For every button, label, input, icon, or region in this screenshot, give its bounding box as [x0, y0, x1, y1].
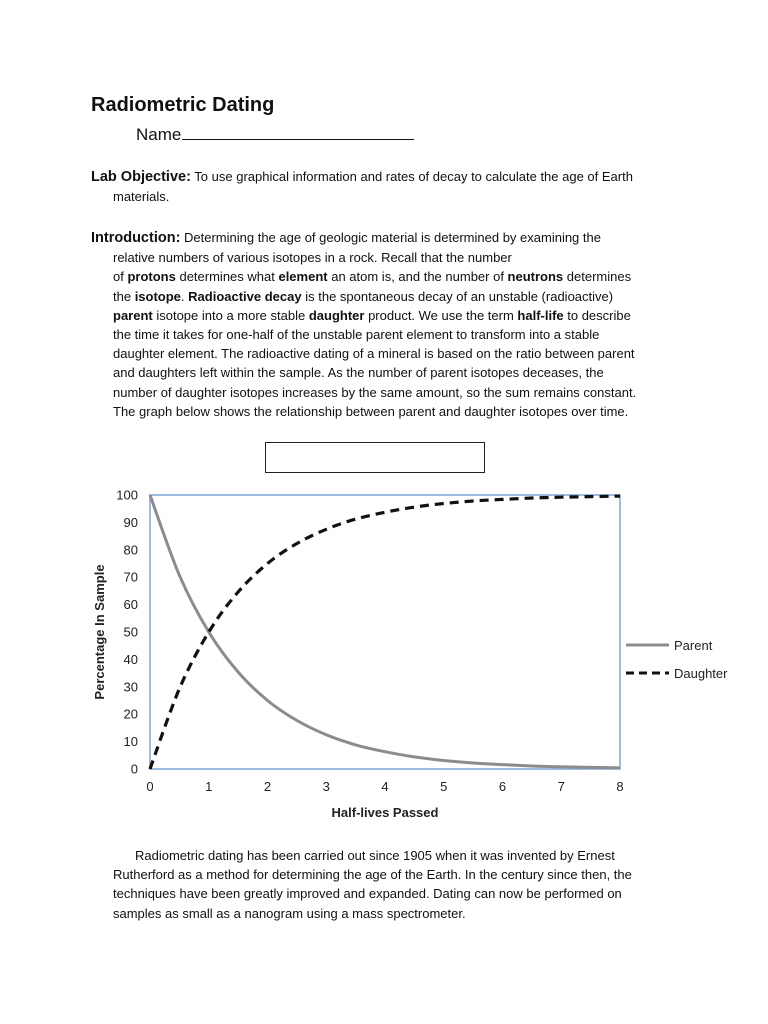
name-blank-line[interactable]	[182, 123, 414, 140]
introduction-heading: Introduction:	[91, 230, 181, 246]
series-line-parent	[150, 495, 620, 768]
document-title: Radiometric Dating	[91, 94, 275, 116]
plot-area-border	[150, 495, 620, 769]
closing-line: Rutherford as a method for determining the age of the Earth. In the century since then, the	[113, 867, 632, 883]
closing-line: techniques have been greatly improved and expanded. Dating can now be performed on	[113, 886, 622, 902]
objective-text: To use graphical information and rates of decay to calculate the age of Earth	[190, 169, 633, 184]
objective-heading: Lab Objective:	[91, 169, 191, 185]
intro-line: the time it takes for one-half of the unstable parent element to transform into a stable	[113, 327, 600, 343]
x-tick-label: 4	[381, 779, 389, 794]
x-tick-label: 7	[557, 779, 565, 794]
intro-line: number of daughter isotopes increases by the same amount, so the sum remains constant.	[113, 384, 637, 400]
y-tick-label: 0	[130, 761, 138, 777]
intro-line: and daughters left within the sample. As the number of parent isotopes deceases, the	[113, 365, 604, 381]
name-field[interactable]	[136, 123, 414, 145]
y-tick-label: 30	[123, 679, 138, 695]
intro-line: daughter element. The radioactive dating of a mineral is based on the ratio between parent	[113, 346, 635, 362]
intro-line: parent isotope into a more stable daughter product. We use the term half-life to describe	[113, 307, 631, 323]
intro-line: relative numbers of various isotopes in a rock. Recall that the number	[113, 250, 512, 266]
term-isotope: isotope	[134, 288, 181, 304]
legend-label-parent: Parent	[674, 638, 713, 653]
y-tick-label: 10	[123, 734, 138, 750]
term-radioactive-decay: Radioactive decay	[188, 288, 302, 304]
y-tick-label: 20	[123, 706, 138, 722]
intro-line: the isotope. Radioactive decay is the spontaneous decay of an unstable (radioactive)	[113, 288, 614, 304]
x-tick-label: 6	[498, 779, 507, 794]
x-tick-label: 8	[616, 779, 624, 794]
decay-chart	[86, 482, 746, 827]
closing-line: Radiometric dating has been carried out since 1905 when it was invented by Ernest	[135, 848, 615, 863]
x-tick-label: 5	[440, 779, 448, 794]
lab-objective	[91, 167, 691, 206]
x-tick-label: 3	[322, 779, 330, 794]
term-neutrons: neutrons	[507, 269, 564, 285]
closing-paragraph	[113, 846, 703, 923]
objective-text-continued: materials.	[113, 189, 170, 205]
intro-line: The graph below shows the relationship between parent and daughter isotopes over time.	[113, 403, 629, 419]
y-tick-label: 40	[123, 651, 138, 667]
name-label: Name	[136, 125, 182, 144]
intro-line: Determining the age of geologic material is determined by examining the	[180, 230, 601, 245]
legend-label-daughter: Daughter	[674, 666, 728, 681]
term-element: element	[278, 269, 328, 285]
intro-line: of protons determines what element an atom is, and the number of neutrons determines	[113, 269, 632, 285]
chart-title-blank-box[interactable]	[265, 442, 485, 473]
term-parent: parent	[113, 307, 153, 323]
y-tick-label: 50	[123, 624, 138, 640]
x-tick-label: 1	[205, 779, 213, 794]
closing-line: samples as small as a nanogram using a mass spectrometer.	[113, 905, 466, 921]
y-tick-label: 60	[123, 597, 138, 613]
y-tick-label: 90	[123, 514, 138, 530]
y-tick-label: 80	[123, 542, 138, 558]
y-axis-label: Percentage In Sample	[92, 564, 107, 700]
term-half-life: half-life	[517, 307, 564, 323]
x-axis-label: Half-lives Passed	[331, 805, 439, 820]
y-tick-label: 100	[116, 487, 138, 503]
x-tick-label: 2	[263, 779, 272, 794]
introduction	[91, 228, 701, 421]
series-line-daughter	[150, 496, 620, 769]
x-tick-label: 0	[146, 779, 154, 794]
y-tick-label: 70	[123, 569, 138, 585]
term-daughter: daughter	[308, 307, 365, 323]
term-protons: protons	[127, 269, 176, 285]
